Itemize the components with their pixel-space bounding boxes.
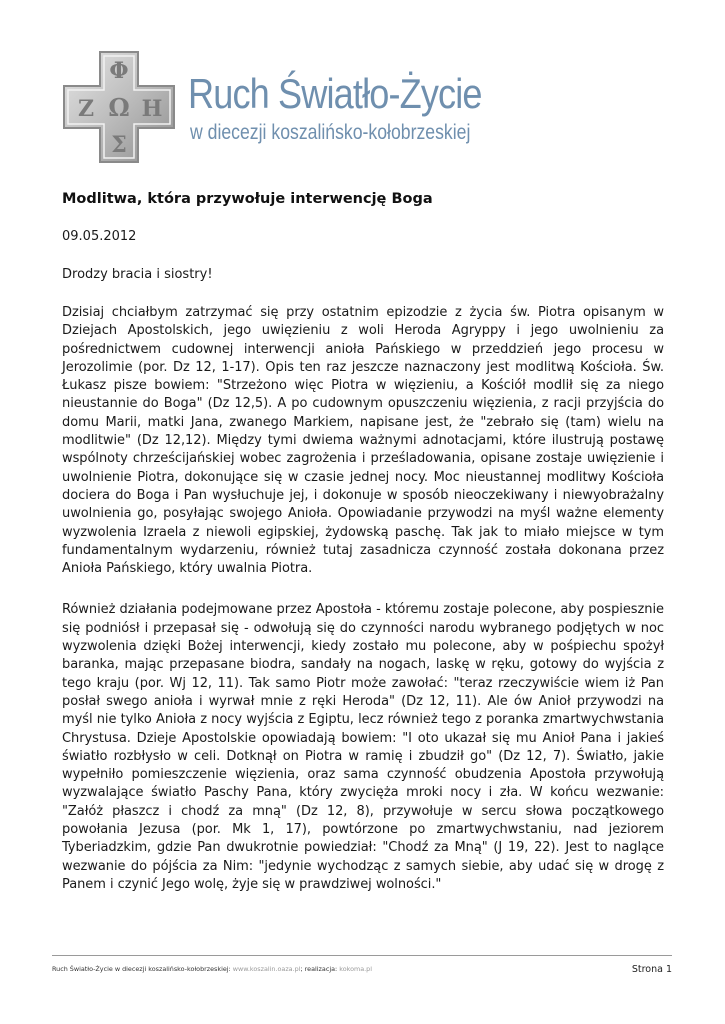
- site-header: [60, 48, 580, 173]
- footer-divider: [52, 955, 672, 956]
- footer-site-name: Ruch Światło-Życie w diecezji koszalińsko-kołobrzeskiej:: [52, 965, 231, 973]
- footer-separator: ;: [300, 965, 303, 973]
- brand-title: Ruch Światło-Życie: [188, 70, 482, 117]
- svg-text:Η: Η: [141, 96, 163, 122]
- article: [62, 188, 664, 907]
- page-number: Strona 1: [631, 964, 672, 975]
- article-title: Modlitwa, która przywołuje interwencję Boga: [62, 191, 433, 207]
- article-greeting: Drodzy bracia i siostry!: [62, 267, 213, 282]
- svg-text:Σ: Σ: [111, 132, 127, 158]
- article-paragraph: Również działania podejmowane przez Apostoła - któremu zostaje polecone, aby pospiesznie się podniósł i przepasał się - odwołują się do czynności narodu wybranego podjętych w noc wyzwolenia dzięki Bożej interwencji, kiedy zostało mu polecone, aby w pośpiechu spożył baranka, mając przepasane biodra, sandały na nogach, laskę w ręku, gotowy do wyjścia z tego kraju (por. Wj 12, 11). Tak samo Piotr może zawołać: "teraz rzeczywiście wiem iż Pan posłał swego anioła i wyrwał mnie z ręki Heroda" (Dz 12, 11). Ale ów Anioł przywodzi na myśl nie tylko Anioła z nocy wyjścia z Egiptu, lecz również tego z poranka zmartwychwstania Chrystusa. Dzieje Apostolskie opowiadają bowiem: "I oto ukazał się mu Anioł Pana i jakieś światło rozbłysło w celi. Dotknął on Piotra w ramię i zbudził go" (Dz 12, 7). Światło, jakie wypełniło pomieszczenie więzienia, oraz sama czynność obudzenia Apostoła przywołują wyzwalające światło Paschy Pana, który zwycięża mroki nocy i zła. W końcu wezwanie: "Załóż płaszcz i chodź za mną" (Dz 12, 8), przywołuje w sercu słowa początkowego powołania Jezusa (por. Mk 1, 17), powtórzone po zmartwychwstaniu, nad jeziorem Tyberiadzkim, gdzie Pan dwukrotnie powiedział: "Chodź za Mną" (J 19, 22). Jest to naglące wezwanie do pójścia za Nim: "jedynie wychodząc z samych siebie, aby udać się w drogę z Panem i czynić Jego wolę, żyje się w prawdziwej wolności.": [62, 602, 664, 892]
- footer-credit-label: realizacja:: [304, 965, 338, 973]
- zoe-cross-emblem-icon: [60, 48, 178, 166]
- brand-subtitle: w diecezji koszalińsko-kołobrzeskiej: [190, 121, 471, 144]
- svg-text:Ω: Ω: [108, 93, 130, 122]
- article-paragraph: Dzisiaj chciałbym zatrzymać się przy ostatnim epizodzie z życia św. Piotra opisanym w Dziejach Apostolskich, jego uwięzieniu z woli Heroda Agryppy i jego uwolnieniu za pośrednictwem cudownej interwencji anioła Pańskiego w przeddzień jego procesu w Jerozolimie (por. Dz 12, 1-17). Opis ten raz jeszcze naznaczony jest modlitwą Kościoła. Św. Łukasz pisze bowiem: "Strzeżono więc Piotra w więzieniu, a Kościół modlił się za niego nieustannie do Boga" (Dz 12,5). A po cudownym opuszczeniu więzienia, z racji przyjścia do domu Marii, matki Jana, zwanego Markiem, napisane jest, że "zebrało się (tam) wielu na modlitwie" (Dz 12,12). Między tymi dwiema ważnymi adnotacjami, które ilustrują postawę wspólnoty chrześcijańskiej wobec zagrożenia i prześladowania, opisane zostaje uwięzienie i uwolnienie Piotra, dokonujące się w czasie jednej nocy. Moc nieustannej modlitwy Kościoła dociera do Boga i Pan wysłuchuje jej, i dokonuje w sposób nieoczekiwany i niewyobrażalny uwolnienia go, posyłając swojego Anioła. Opowiadanie przywodzi na myśl ważne elementy wyzwolenia Izraela z niewoli egipskiej, żydowską paschę. Tak jak to miało miejsce w tym fundamentalnym wydarzeniu, również tutaj zasadnicza czynność została dokonana przez Anioła Pańskiego, który uwalnia Piotra.: [62, 305, 664, 577]
- footer-credit-link[interactable]: kokoma.pl: [339, 965, 373, 973]
- svg-text:Ζ: Ζ: [77, 96, 95, 122]
- article-date: 09.05.2012: [62, 229, 137, 244]
- footer-site-link[interactable]: www.koszalin.oaza.pl: [232, 965, 301, 973]
- page-footer: [52, 964, 672, 978]
- svg-text:Φ: Φ: [109, 58, 129, 84]
- footer-credits: [52, 964, 372, 974]
